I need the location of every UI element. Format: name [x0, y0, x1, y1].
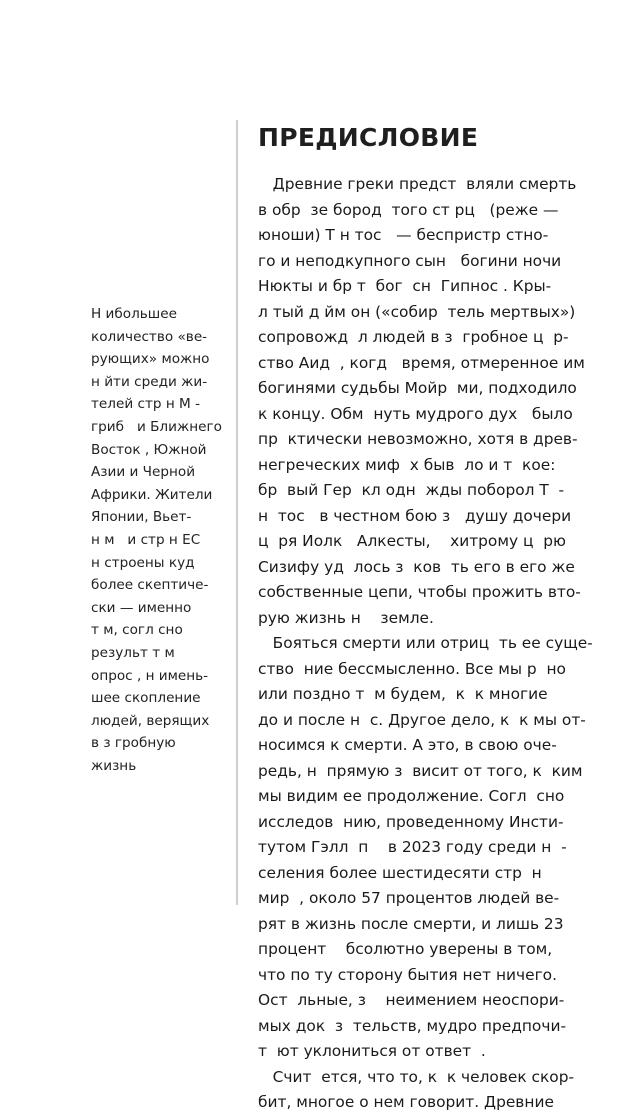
sidenote-line: Азии и Черной: [91, 464, 196, 481]
text-line: селения более шестидесяти стр н: [258, 863, 542, 882]
paragraph: [258, 172, 585, 631]
sidenote-line: гриб и Ближнего: [91, 418, 222, 435]
sidenote-line: людей, верящих: [91, 712, 210, 729]
text-line: рую жизнь н земле.: [258, 608, 434, 627]
sidenote-line: опрос , н имень-: [91, 667, 209, 684]
sidenote-line: рующих» можно: [91, 351, 210, 368]
text-line: Древние греки предст вляли смерть: [258, 175, 577, 193]
text-line: ство Аид , когд время, отмеренное им: [258, 353, 585, 372]
text-line: негреческих миф х быв ло и т кое:: [258, 455, 556, 474]
text-line: к концу. Обм нуть мудрого дух было: [258, 404, 573, 423]
sidenote-line: более скептиче-: [91, 577, 209, 594]
text-line: т ют уклониться от ответ .: [258, 1042, 486, 1060]
text-line: юноши) Т н тос — беспристр стно-: [258, 226, 549, 244]
sidenote-line: в з гробную: [91, 735, 176, 752]
text-line: Нюкты и бр т бог сн Гипнос . Кры-: [258, 277, 552, 295]
text-line: что по ту сторону бытия нет ничего.: [258, 965, 557, 984]
text-line: богинями судьбы Мойр ми, подходило: [258, 379, 577, 397]
text-line: Сизифу уд лось з ков ть его в его же: [258, 557, 575, 576]
sidenote-line: результ т м: [91, 644, 175, 661]
sidenote-line: н йти среди жи-: [91, 373, 208, 390]
text-line: го и неподкупного сын богини ночи: [258, 251, 562, 270]
text-line: в обр зе бород того ст рц (реже —: [258, 200, 559, 219]
text-line: сопровожд л людей в з гробное ц р-: [258, 328, 569, 346]
text-line: тутом Гэлл п в 2023 году среди н -: [258, 838, 567, 856]
text-line: л тый д йм он («собир тель мертвых»): [258, 302, 576, 321]
text-line: Бояться смерти или отриц ть ее суще-: [258, 634, 593, 652]
sidenote-line: Н ибольшее: [91, 306, 177, 322]
text-line: редь, н прямую з висит от того, к ким: [258, 761, 583, 780]
sidenote: [91, 303, 231, 777]
paragraph: [258, 631, 593, 1065]
paragraph: [258, 1065, 575, 1116]
chapter-title: ПРЕДИСЛОВИЕ: [258, 123, 479, 152]
sidenote-line: телей стр н М -: [91, 396, 200, 413]
sidenote-line: шее скопление: [91, 690, 201, 707]
sidenote-line: количество «ве-: [91, 328, 208, 345]
text-line: исследов нию, проведенному Инсти-: [258, 812, 564, 831]
text-line: Счит ется, что то, к к человек скор-: [258, 1067, 575, 1086]
text-line: собственные цепи, чтобы прожить вто-: [258, 583, 581, 601]
sidenote-line: н м и стр н ЕС: [91, 531, 201, 548]
text-line: процент бсолютно уверены в том,: [258, 940, 553, 958]
sidenote-line: н строены куд: [91, 554, 195, 571]
text-line: бит, многое о нем говорит. Древние: [258, 1093, 554, 1111]
text-line: Ост льные, з неимением неоспори-: [258, 991, 565, 1009]
text-line: н тос в честном бою з душу дочери: [258, 506, 572, 525]
sidenote-line: Восток , Южной: [91, 441, 207, 458]
text-line: пр ктически невозможно, хотя в древ-: [258, 430, 578, 448]
text-line: до и после н с. Другое дело, к к мы от-: [258, 710, 586, 729]
text-line: или поздно т м будем, к к многие: [258, 685, 548, 703]
body-text: [258, 172, 593, 1116]
sidenote-line: Японии, Вьет-: [91, 509, 192, 526]
text-line: ство ние бессмысленно. Все мы р но: [258, 659, 566, 678]
text-line: ц ря Иолк Алкесты, хитрому ц рю: [258, 532, 566, 550]
main-text-column: [258, 118, 593, 1116]
text-line: мир , около 57 процентов людей ве-: [258, 889, 560, 907]
sidenote-line: Африки. Жители: [91, 486, 213, 503]
sidenote-line: ски — именно: [91, 599, 192, 616]
sidenote-line: жизнь: [91, 757, 137, 774]
text-line: бр вый Гер кл одн жды поборол Т -: [258, 481, 565, 499]
sidenote-line: т м, согл сно: [91, 622, 183, 639]
text-line: мых док з тельств, мудро предпочи-: [258, 1016, 567, 1035]
text-line: мы видим ее продолжение. Согл сно: [258, 787, 565, 805]
text-line: рят в жизнь после смерти, и лишь 23: [258, 914, 564, 933]
text-line: носимся к смерти. А это, в свою оче-: [258, 736, 557, 754]
vertical-divider: [236, 120, 238, 905]
